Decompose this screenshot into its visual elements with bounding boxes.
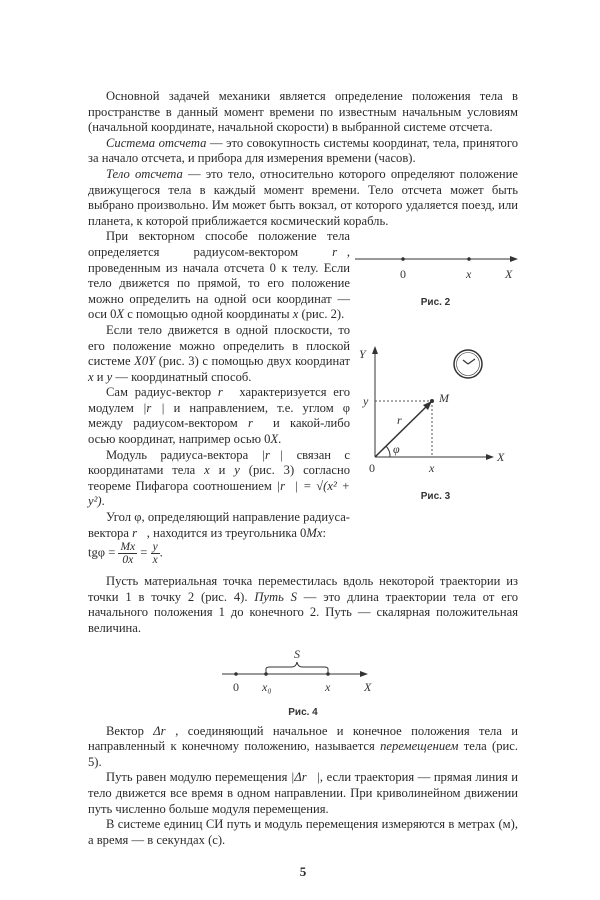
figure-4-caption: Рис. 4 <box>288 706 318 718</box>
text: В системе единиц СИ путь и модуль перемещения измеряются в метрах (м), а время — в секундах (с). <box>88 817 518 847</box>
axis-label: X <box>505 267 513 282</box>
text: , если траектория — прямая линия и тело движется все время в одном направлении. При криволинейном движении путь численно больше модуля перемещения. <box>88 770 518 816</box>
symbol: y <box>106 369 113 384</box>
text: Модуль радиуса-вектора <box>106 447 262 462</box>
x0-label: x₀ <box>262 679 272 694</box>
text: (рис. 3) с помощью двух координат <box>155 354 350 369</box>
text: Пусть материальная точка переместилась вдоль некоторой траектории из точки 1 в точку 2 (рис. 4). <box>88 574 518 604</box>
text: . <box>101 494 105 509</box>
text: и <box>209 463 235 478</box>
text: характеризуется его модулем <box>88 385 350 415</box>
text: и <box>93 369 107 384</box>
arrow-icon <box>486 454 494 460</box>
term: перемещением <box>380 739 459 754</box>
figure-3 <box>353 342 518 477</box>
text: Сам радиус-вектор <box>106 385 218 400</box>
vector-modulus: |r⃗| <box>261 447 284 462</box>
paragraph-displacement <box>88 724 518 771</box>
phi-label: φ <box>393 442 400 457</box>
text: тела (рис. 5). <box>88 739 519 769</box>
paragraph-reference-system <box>88 136 518 167</box>
figure-2 <box>353 251 523 291</box>
vector-modulus: |r⃗| <box>142 400 165 415</box>
m-label: M <box>439 391 449 406</box>
paragraph-path <box>88 574 518 636</box>
radius-vector <box>375 404 429 457</box>
page-number: 5 <box>299 864 307 880</box>
paragraph-modulus <box>88 448 350 510</box>
x-label: x <box>429 461 435 476</box>
text: и направлением, т.е. углом φ между радиусом-вектором <box>88 400 351 431</box>
angle-arc <box>386 446 390 457</box>
x-point <box>326 672 330 676</box>
figure-3-caption: Рис. 3 <box>420 491 451 503</box>
text: — это тело, относительно которого определяют положение движущегося тела в каждый момент времени. Тело отсчета может быть выбрано произвольно. Им может быть вокзал, от которого удаляется поезд, или планета, к которой приближается космический корабль. <box>88 166 518 228</box>
equals: = <box>137 545 151 560</box>
r-label: r⃗ <box>397 413 412 428</box>
x0-point <box>264 672 268 676</box>
arrow-icon <box>510 256 518 262</box>
text: , проведенным из начала отсчета 0 к телу. Если тело движется по прямой, то его положение можно определить на одной оси координат — оси 0 <box>88 244 350 322</box>
text: — координатный способ. <box>112 369 252 384</box>
origin-label: 0 <box>233 679 239 694</box>
vector-r: r⃗ <box>132 525 147 540</box>
origin-point <box>234 672 238 676</box>
term: Тело отсчета <box>106 166 183 181</box>
narrow-column <box>88 229 350 566</box>
paragraph-vector-method <box>88 229 350 323</box>
paragraph-radius-vector <box>88 385 350 447</box>
paragraph-plane <box>88 323 350 385</box>
text: : <box>322 525 326 540</box>
figure-column <box>353 229 518 502</box>
pythagoras-formula: |r⃗| = √(x² + y²) <box>88 478 350 509</box>
vector-r: r⃗ <box>248 416 263 431</box>
origin-label: 0 <box>369 461 375 476</box>
text: (рис. 3) согласно теореме Пифагора соотношением <box>88 463 350 493</box>
arrow-icon <box>360 671 368 677</box>
term: Система отсчета <box>106 135 207 150</box>
text: . <box>159 545 163 560</box>
clock-icon <box>454 350 482 378</box>
vector-r: r⃗ <box>217 385 233 400</box>
text: Путь равен модулю перемещения <box>106 770 291 785</box>
paragraph-reference-body <box>88 167 518 229</box>
symbol: x <box>204 463 210 478</box>
symbol: X0Y <box>134 354 156 369</box>
y-label: y <box>363 394 369 409</box>
text: . <box>278 432 282 447</box>
path-s-label: S <box>294 646 300 661</box>
text: (рис. 2). <box>298 307 345 322</box>
term: Путь S <box>254 589 297 604</box>
tangent-label: tgφ = <box>88 545 119 560</box>
text: связан с координатами тела <box>88 447 351 478</box>
symbol: y <box>234 463 240 478</box>
text: При векторном способе положение тела определяется радиусом-вектором <box>88 229 350 259</box>
text: Основной задачей механики является определение положения тела в пространстве в данный момент времени по известным начальным условиям (начальной координате, начальной скорости) в выбранной системе отсчета. <box>88 89 518 135</box>
text: , находится из треугольника 0 <box>146 525 307 540</box>
text: Угол φ, определяющий направление радиуса-вектора <box>88 510 350 540</box>
point-m <box>430 399 434 403</box>
x-label: x <box>325 679 331 694</box>
origin-label: 0 <box>400 267 406 282</box>
text: , соединяющий начальное и конечное положения тела и направленный к конечному положению, называется <box>88 723 518 754</box>
symbol: Mx <box>306 525 323 540</box>
origin-point <box>401 258 405 262</box>
fraction-mx-0x <box>118 541 137 566</box>
paragraph-intro <box>88 89 518 136</box>
numerator: y <box>152 541 158 554</box>
arrow-icon <box>372 346 378 354</box>
numerator: Mx <box>120 541 136 554</box>
paragraph-path-equals <box>88 770 518 817</box>
text-with-figures <box>88 229 518 566</box>
x-label: x <box>466 267 472 282</box>
symbol: X <box>116 307 125 322</box>
axis-label: X <box>364 679 372 694</box>
x-point <box>467 258 471 262</box>
symbol: x <box>88 369 94 384</box>
denominator: 0x <box>122 554 134 567</box>
symbol: X <box>270 432 279 447</box>
vector-delta-r: Δr⃗ <box>153 723 176 738</box>
text: с помощью одной координаты <box>124 307 293 322</box>
text: Если тело движется в одной плоскости, то его положение можно определить в плоской системе <box>88 322 350 369</box>
x-axis-label: X <box>497 450 505 465</box>
text: — это длина траектории тела от его начального положения 1 до конечного 2. Путь — скалярная положительная величина. <box>88 589 518 635</box>
brace <box>266 662 328 674</box>
figure-4 <box>220 645 390 697</box>
paragraph-angle <box>88 510 350 566</box>
vector-r: r⃗ <box>332 244 347 259</box>
denominator: x <box>152 554 158 567</box>
text: — это совокупность системы координат, тела, принятого за начало отсчета, и прибора для измерения времени (часов). <box>88 135 518 166</box>
text: Вектор <box>106 723 154 738</box>
y-axis-label: Y <box>359 347 366 362</box>
text: и какой-либо осью координат, например осью 0 <box>88 416 350 447</box>
vector-modulus: |Δr⃗| <box>290 770 320 785</box>
fraction-y-x <box>151 541 160 566</box>
symbol: x <box>292 307 299 322</box>
paragraph-si-units <box>88 817 518 848</box>
figure-2-caption: Рис. 2 <box>420 297 451 309</box>
